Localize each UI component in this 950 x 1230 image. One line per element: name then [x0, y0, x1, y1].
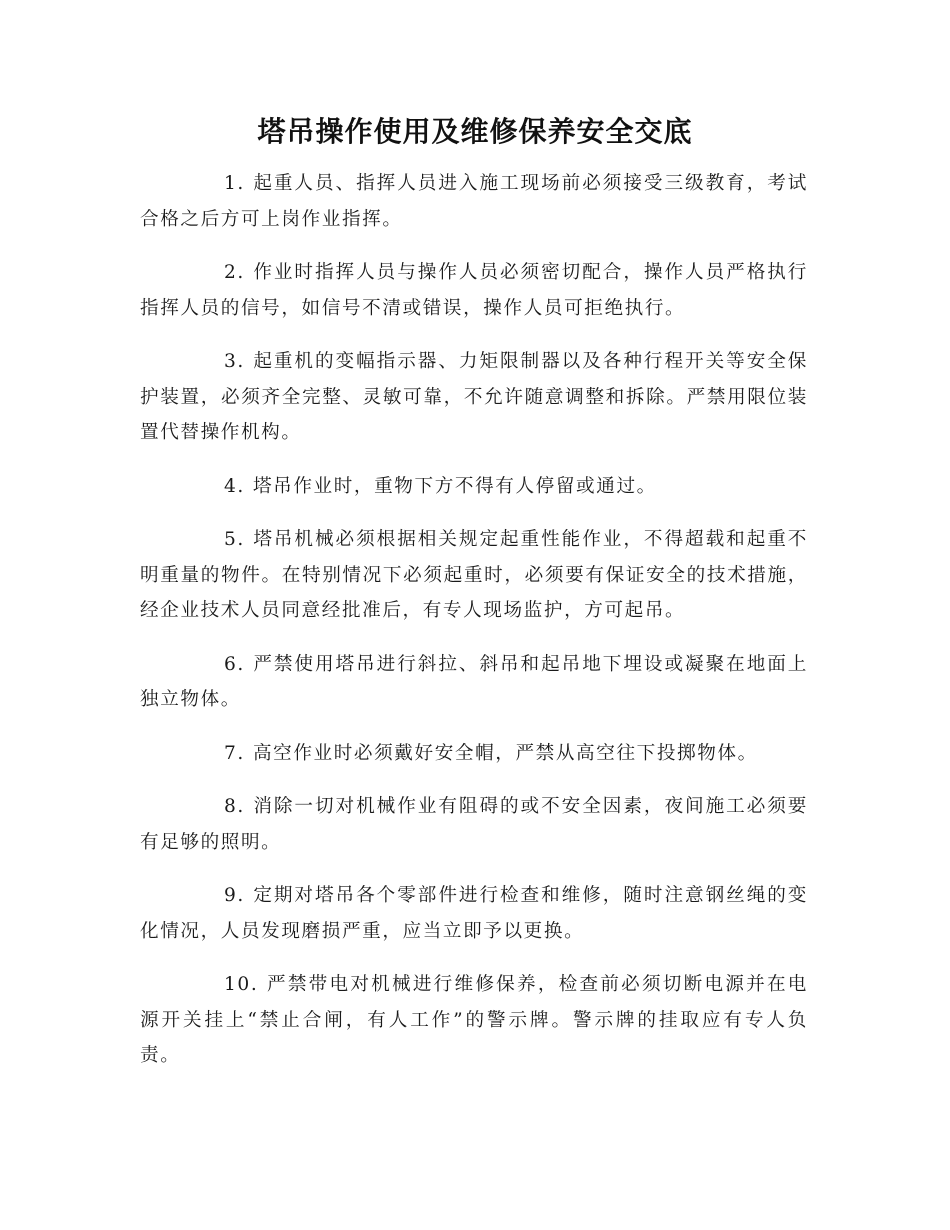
item-text: 作业时指挥人员与操作人员必须密切配合，操作人员严格执行指挥人员的信号，如信号不清或错误，操作人员可拒绝执行。 [140, 262, 808, 319]
document-body [140, 166, 808, 1092]
item-number: 2. [224, 262, 245, 283]
item-text: 定期对塔吊各个零部件进行检查和维修，随时注意钢丝绳的变化情况，人员发现磨损严重，应当立即予以更换。 [140, 885, 808, 942]
item-text: 塔吊机械必须根据相关规定起重性能作业，不得超载和起重不明重量的物件。在特别情况下必须起重时，必须要有保证安全的技术措施，经企业技术人员同意经批准后，有专人现场监护，方可起吊。 [140, 529, 808, 621]
item-number: 8. [224, 796, 245, 817]
item-text: 高空作业时必须戴好安全帽，严禁从高空往下投掷物体。 [252, 742, 758, 764]
item-number: 10. [224, 974, 259, 995]
list-item [140, 967, 808, 1074]
list-item [140, 166, 808, 237]
item-number: 4. [224, 475, 245, 497]
item-number: 6. [224, 653, 245, 675]
list-item [140, 647, 808, 718]
item-number: 9. [224, 885, 245, 906]
item-text: 消除一切对机械作业有阻碍的或不安全因素，夜间施工必须要有足够的照明。 [140, 796, 808, 853]
item-text: 起重机的变幅指示器、力矩限制器以及各种行程开关等安全保护装置，必须齐全完整、灵敏可靠，不允许随意调整和拆除。严禁用限位装置代替操作机构。 [140, 351, 808, 443]
list-item [140, 736, 808, 772]
list-item [140, 469, 808, 505]
document-title: 塔吊操作使用及维修保养安全交底 [257, 115, 693, 148]
list-item [140, 522, 808, 629]
item-text: 严禁带电对机械进行维修保养，检查前必须切断电源并在电源开关挂上“禁止合闸，有人工作”的警示牌。警示牌的挂取应有专人负责。 [140, 974, 808, 1066]
item-number: 1. [224, 173, 245, 194]
item-number: 5. [224, 529, 245, 550]
list-item [140, 255, 808, 326]
item-text: 起重人员、指挥人员进入施工现场前必须接受三级教育，考试合格之后方可上岗作业指挥。 [140, 173, 808, 230]
list-item [140, 344, 808, 451]
list-item [140, 878, 808, 949]
list-item [140, 789, 808, 860]
item-text: 塔吊作业时，重物下方不得有人停留或通过。 [252, 475, 657, 497]
item-text: 严禁使用塔吊进行斜拉、斜吊和起吊地下埋设或凝聚在地面上独立物体。 [140, 653, 808, 710]
item-number: 3. [224, 351, 245, 372]
item-number: 7. [224, 742, 245, 764]
